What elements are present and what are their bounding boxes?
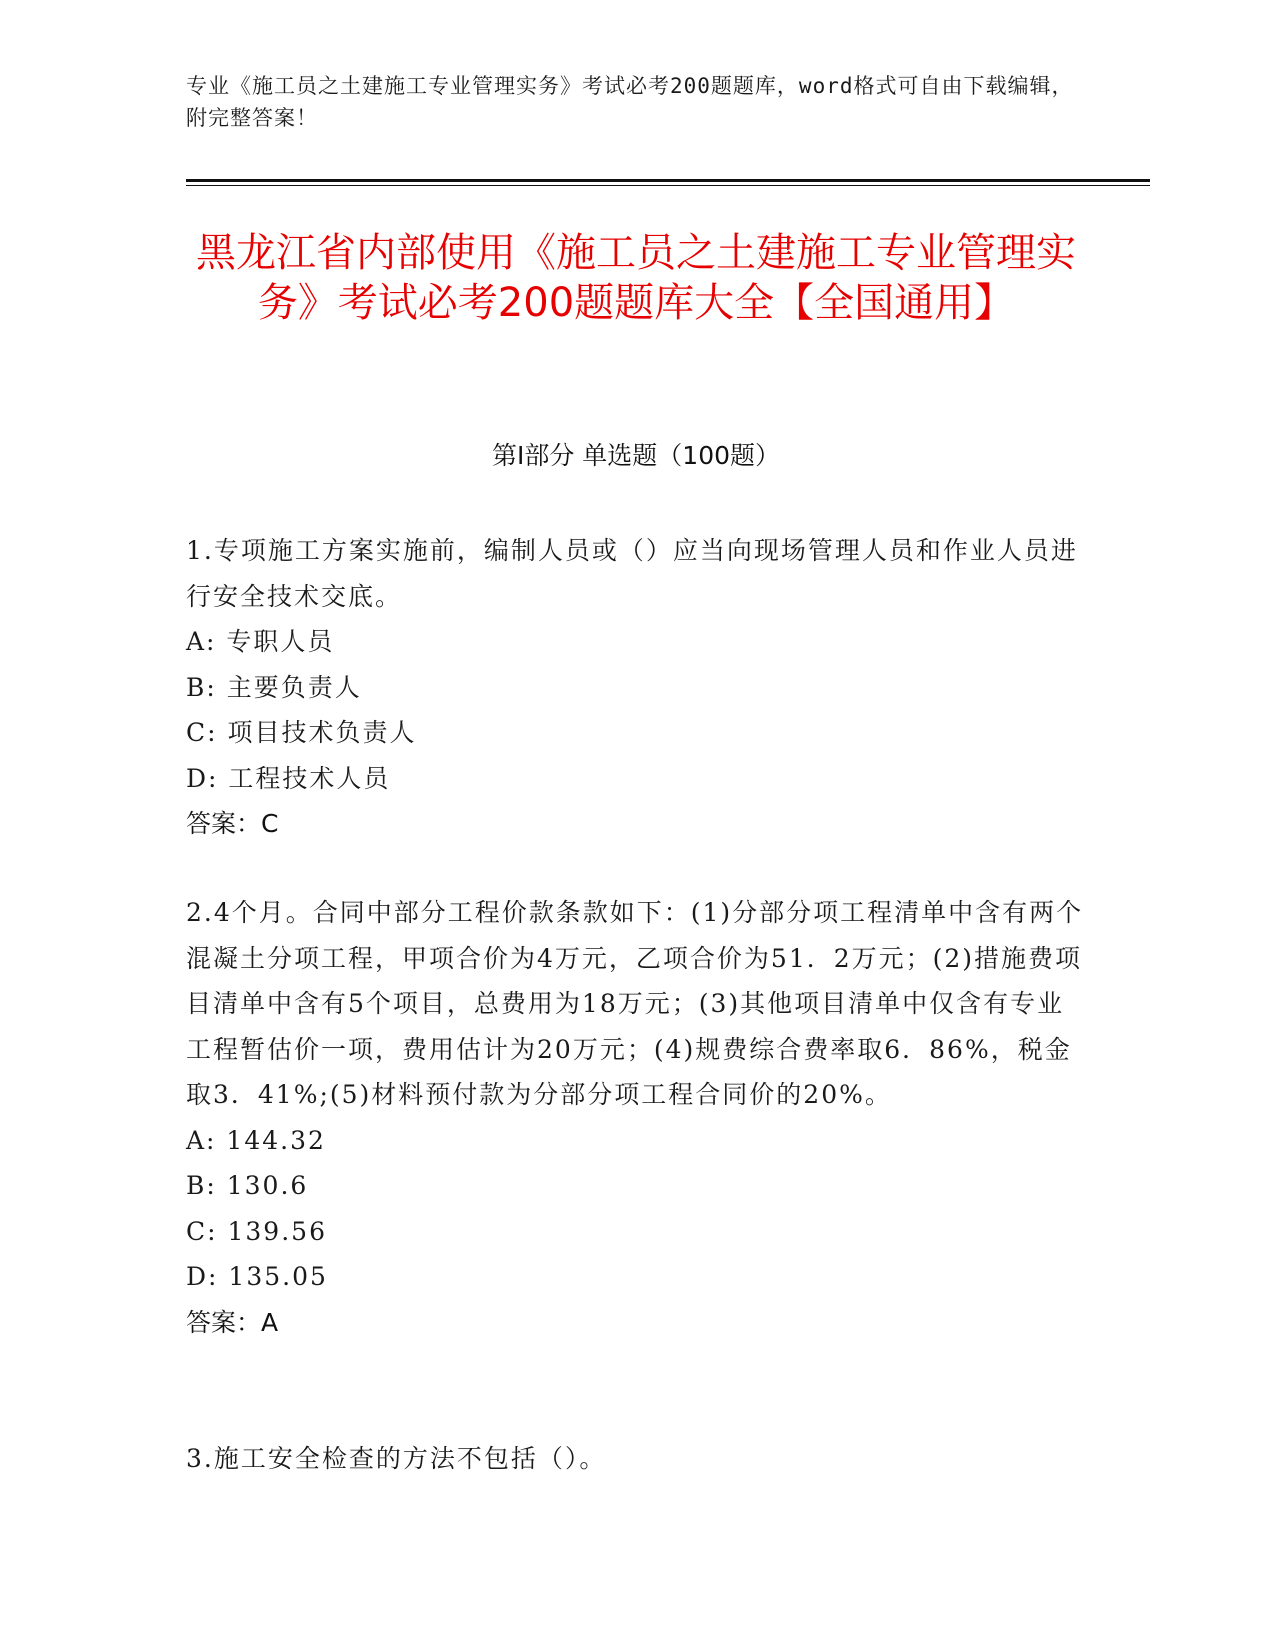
option-c: C: 项目技术负责人: [186, 718, 417, 747]
question-stem: 2.4个月。合同中部分工程价款条款如下：(1)分部分项工程清单中含有两个混凝土分项工程，甲项合价为4万元，乙项合价为51．2万元；(2)措施费项目清单中含有5个项目，总费用为18万元；(3)其他项目清单中仅含有专业工程暂估价一项，费用估计为20万元；(4)规费综合费率取6．86%，税金取3．41%;(5)材料预付款为分部分项工程合同价的20%。: [186, 898, 1084, 1109]
header-note: 专业《施工员之土建施工专业管理实务》考试必考200题题库，word格式可自由下载编辑，附完整答案！: [186, 74, 1074, 130]
option-a: A: 专职人员: [186, 627, 335, 656]
question-1: [186, 528, 1086, 847]
option-b: B: 130.6: [186, 1171, 309, 1200]
answer: 答案：A: [186, 1307, 279, 1337]
option-a: A: 144.32: [186, 1125, 326, 1155]
question-stem: 3.施工安全检查的方法不包括（）。: [186, 1444, 607, 1473]
question-stem: 1.专项施工方案实施前，编制人员或（）应当向现场管理人员和作业人员进行安全技术交底。: [186, 536, 1078, 611]
section-title: 第Ⅰ部分 单选题（100题）: [491, 441, 781, 470]
header-divider-thin: [186, 185, 1150, 186]
question-3: [186, 1436, 1086, 1482]
document-title: 黑龙江省内部使用《施工员之土建施工专业管理实务》考试必考200题题库大全【全国通用】: [196, 230, 1076, 326]
option-d: D: 工程技术人员: [186, 763, 391, 793]
header-divider-thick: [186, 179, 1150, 182]
option-d: D: 135.05: [186, 1262, 328, 1291]
option-b: B: 主要负责人: [186, 672, 362, 702]
option-c: C: 139.56: [186, 1216, 327, 1246]
question-2: [186, 890, 1086, 1345]
answer: 答案：C: [186, 809, 279, 838]
